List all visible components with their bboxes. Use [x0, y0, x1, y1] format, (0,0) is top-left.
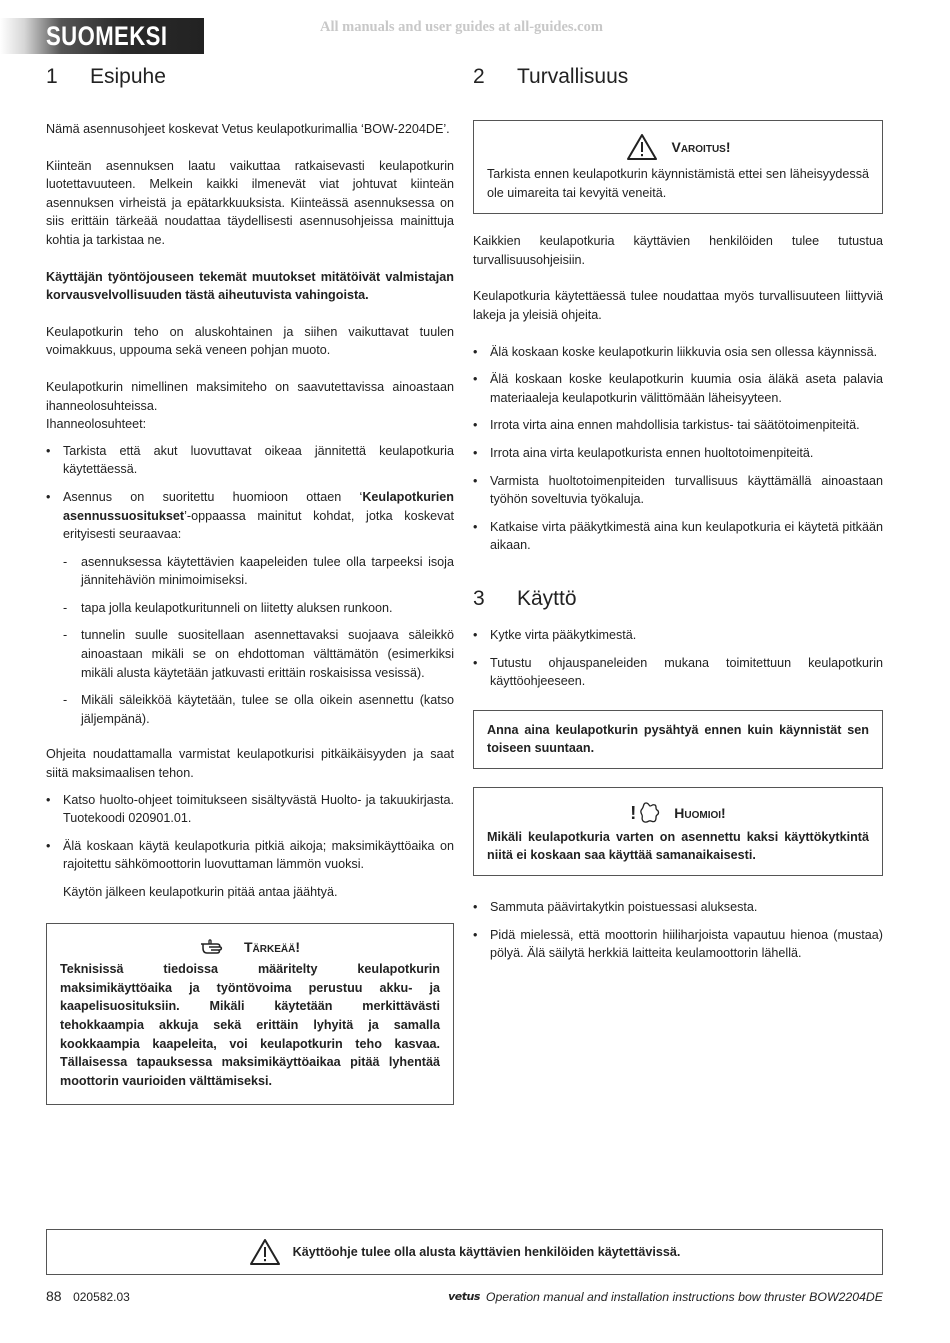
list-item: [46, 837, 454, 902]
list-item-text: ’-oppaassa mainitut kohdat, jotka koskevat erityisesti seuraavaa:: [63, 508, 454, 542]
left-column: [46, 64, 454, 1105]
page-footer: [46, 1287, 883, 1307]
paragraph: Keulapotkurin teho on aluskohtainen ja siihen vaikuttavat tuulen voimakkuus, uppouma sekä veneen pohjan muoto.: [46, 324, 454, 358]
list-item: • Irrota aina virta keulapotkurista ennen huoltotoimenpiteitä.: [473, 444, 883, 463]
sub-list: [63, 553, 454, 729]
paragraph: Kiinteän asennuksen laatu vaikuttaa ratkaisevasti keulapotkurin luotettavuuteen. Melkein kaikki ilmenevät viat johtuvat kiinteän asennuksen virheistä ja epätarkkuuksista. Kiinteässä asennuksessa on siis erittäin tärkeää noudattaa täydellisesti asennusohjeissa mainittuja kohtia ja tarkistaa ne.: [46, 158, 454, 247]
paragraph: Kaikkien keulapotkuria käyttävien henkilöiden tulee tutustua turvallisuusohjeisiin.: [473, 234, 883, 267]
footer-notice-box: [46, 1229, 883, 1275]
list-item: • Tutustu ohjauspaneleiden mukana toimitettuun keulapotkurin käyttöohjeeseen.: [473, 654, 883, 691]
watermark: All manuals and user guides at all-guides.com: [320, 19, 603, 35]
guide-title: Keulapotkurien asennussuositukset: [63, 489, 454, 523]
list-item: • Katkaise virta pääkytkimestä aina kun keulapotkuria ei käytetä pitkään aikaan.: [473, 518, 883, 555]
important-text: Teknisissä tiedoissa määritelty keulapotkurin maksimikäyttöaika ja työntövoima perustuu akku- ja kaapelisuosituksiin. Mikäli käytetään merkittävästi tehokkaampia akkuja sekä erittäin lyhyitä ja samalla kookkaampia kaapeleita, voi keulapotkurin teho kasvaa. Tällaisessa tapauksessa maksimikäyttöaikaa pitää lyhentää moottorin vaurioiden välttämiseksi.: [60, 962, 440, 1088]
section-3-heading: [473, 586, 883, 612]
section-title: Esipuhe: [90, 65, 166, 88]
list-item: • Tarkista että akut luovuttavat oikeaa jännitettä keulapotkuria käytettäessä.: [46, 442, 454, 479]
vetus-logo: vetus: [448, 1289, 480, 1303]
important-label: Tärkeää!: [244, 938, 300, 955]
page-number: 88: [46, 1288, 62, 1305]
manual-title: Operation manual and installation instructions bow thruster BOW2204DE: [485, 1289, 883, 1304]
section-number: 2: [473, 65, 485, 88]
page-footer-left: [46, 1287, 130, 1307]
warning-triangle-icon: [626, 133, 658, 161]
section-title: Käyttö: [517, 586, 577, 610]
warning-label: Varoitus!: [671, 138, 731, 155]
note-label: Huomioi!: [674, 804, 726, 821]
section-2-heading: [473, 64, 883, 90]
sub-list-item: - tapa jolla keulapotkuritunneli on liitetty aluksen runkoon.: [63, 599, 454, 618]
list-item: • Sammuta päävirtakytkin poistuessasi aluksesta.: [473, 898, 883, 917]
important-box: [46, 923, 454, 1106]
document-code: 020582.03: [73, 1290, 130, 1305]
paragraph: Ihanneolosuhteet:: [46, 417, 147, 432]
paragraph: Ohjeita noudattamalla varmistat keulapotkurisi pitkäikäisyyden ja saat siitä maksimaalisen tehon.: [46, 747, 454, 781]
safety-list: [473, 343, 883, 555]
sub-list-item: - asennuksessa käytettävien kaapeleiden tulee olla tarpeeksi isoja jännitehäviön minimoimiseksi.: [63, 553, 454, 590]
list-item: • Kytke virta pääkytkimestä.: [473, 626, 883, 645]
paragraph: Keulapotkurin nimellinen maksimiteho on saavutettavissa ainoastaan ihanneolosuhteissa.: [46, 379, 454, 413]
list-item: • Katso huolto-ohjeet toimitukseen sisältyvästä Huolto- ja takuukirjasta. Tuotekoodi 020901.01.: [46, 791, 454, 828]
warning-text: Tarkista ennen keulapotkurin käynnistämistä ettei sen läheisyydessä ole uimareita tai kevyitä veneitä.: [487, 167, 869, 200]
list-item: • Irrota virta aina ennen mahdollisia tarkistus- tai säätötoimenpiteitä.: [473, 416, 883, 435]
paragraph: Keulapotkuria käytettäessä tulee noudattaa myös turvallisuuteen liittyviä lakeja ja yleisiä ohjeita.: [473, 289, 883, 322]
warning-header: [487, 133, 869, 161]
sub-list-item: - tunnelin suulle suositellaan asennettavaksi suojaava säleikkö ainoastaan mikäli se on ehdottoman välttämätön (esimerkiksi mikäli alusta käytetään jatkuvasti erittäin roskaisissa vesissä).: [63, 626, 454, 682]
footer-notice-text: Käyttöohje tulee olla alusta käyttävien henkilöiden käytettävissä.: [292, 1244, 681, 1259]
list-item: • Pidä mielessä, että moottorin hiiliharjoista vapautuu hienoa (mustaa) pölyä. Älä säilytä herkkiä laitteita keulamoottorin lähellä.: [473, 926, 883, 963]
note-box: [473, 787, 883, 876]
section-1-heading: [46, 64, 454, 90]
direction-box: [473, 710, 883, 769]
list-item-note: Käytön jälkeen keulapotkurin pitää antaa jäähtyä.: [63, 885, 338, 899]
section-number: 1: [46, 65, 58, 88]
direction-text: Anna aina keulapotkurin pysähtyä ennen kuin käynnistät sen toiseen suuntaan.: [487, 722, 869, 756]
paragraph: Nämä asennusohjeet koskevat Vetus keulapotkurimallia ‘BOW-2204DE’.: [46, 122, 450, 136]
list-item: • Älä koskaan koske keulapotkurin kuumia osia äläkä aseta palavia materiaaleja keulapotkurin välittömään läheisyyteen.: [473, 370, 883, 407]
operation-list: [473, 626, 883, 691]
note-text: Mikäli keulapotkuria varten on asennettu kaksi käyttökytkintä niitä ei koskaan saa käyttää samanaikaisesti.: [487, 829, 869, 863]
right-column: [473, 64, 883, 972]
list-item-text: Älä koskaan käytä keulapotkuria pitkiä aikoja; maksimikäyttöaika on rajoitettu sähkömoottorin luovuttaman lämmön vuoksi.: [63, 838, 454, 872]
important-header: [60, 938, 440, 957]
list-item: [46, 488, 454, 729]
maintenance-list: [46, 791, 454, 902]
note-header: [487, 802, 869, 824]
language-label: SUOMEKSI: [46, 21, 168, 51]
pointing-hand-icon: [200, 939, 230, 955]
page-footer-right: [448, 1288, 883, 1307]
list-item-text: Asennus on suoritettu huomioon ottaen ‘: [63, 489, 363, 504]
liability-paragraph: Käyttäjän työntöjouseen tekemät muutokset mitätöivät valmistajan korvausvelvollisuuden tästä aiheutuvista vahingoista.: [46, 269, 454, 303]
warning-triangle-icon: [249, 1238, 281, 1266]
section-title: Turvallisuus: [517, 65, 629, 88]
sub-list-item: - Mikäli säleikköä käytetään, tulee se olla oikein asennettu (katso jäljempänä).: [63, 691, 454, 728]
attention-icon: !: [630, 802, 660, 824]
language-tab: [0, 18, 204, 54]
list-item: • Älä koskaan koske keulapotkurin liikkuvia osia sen ollessa käynnissä.: [473, 343, 883, 362]
section-number: 3: [473, 586, 485, 610]
conditions-list: [46, 442, 454, 729]
warning-box: [473, 120, 883, 214]
shutdown-list: [473, 898, 883, 963]
list-item: • Varmista huoltotoimenpiteiden turvallisuus käyttämällä ainoastaan työhön soveltuvia työkaluja.: [473, 472, 883, 509]
